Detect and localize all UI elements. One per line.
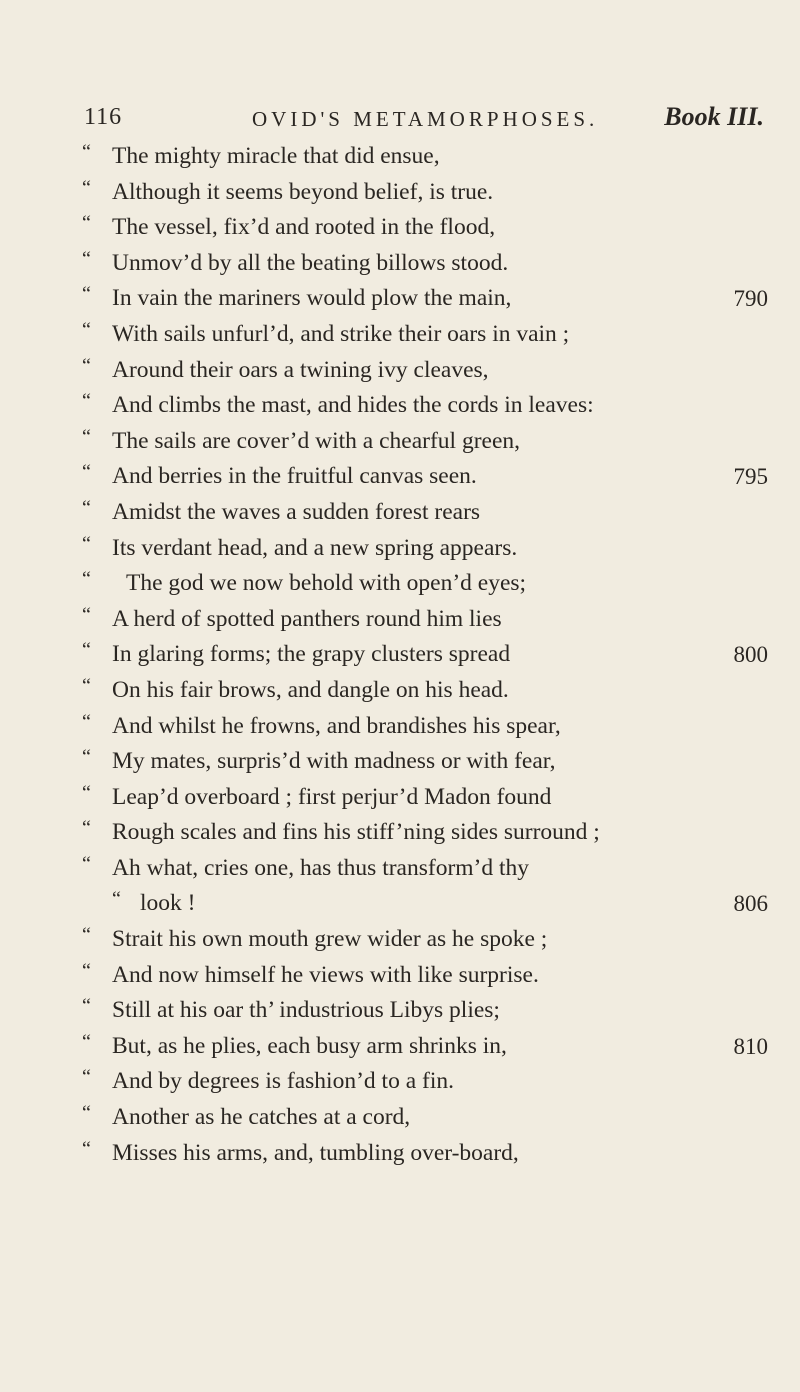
quote-mark: “	[82, 390, 91, 413]
line-number: 800	[733, 642, 768, 668]
running-title: OVID'S METAMORPHOSES.	[252, 107, 599, 131]
verse-line	[82, 851, 772, 887]
verse-text: Another as he catches at a cord,	[112, 1104, 411, 1131]
verse-line	[82, 317, 772, 353]
verse-text: The vessel, fix’d and rooted in the flood,	[112, 214, 496, 241]
verse-text: The god we now behold with open’d eyes;	[126, 570, 527, 597]
verse-text: In glaring forms; the grapy clusters spread	[112, 641, 511, 668]
quote-mark: “	[82, 852, 91, 875]
verse-line	[82, 1064, 772, 1100]
line-number: 806	[733, 891, 768, 917]
verse-line	[82, 424, 772, 460]
quote-mark: “	[82, 1137, 91, 1160]
quote-mark: “	[82, 496, 91, 519]
quote-mark: “	[82, 959, 91, 982]
quote-mark: “	[82, 674, 91, 697]
quote-mark: “	[82, 532, 91, 555]
quote-mark: “	[82, 1102, 91, 1125]
verse-text: Leap’d overboard ; first perjur’d Madon found	[112, 783, 552, 810]
quote-mark: “	[82, 603, 91, 626]
verse-line	[82, 495, 772, 531]
verse-text: Amidst the waves a sudden forest rears	[112, 498, 481, 525]
quote-mark: “	[82, 817, 91, 840]
verse-line	[82, 1136, 772, 1172]
verse-text: And climbs the mast, and hides the cords in leaves:	[112, 392, 594, 419]
verse-text: Although it seems beyond belief, is true.	[112, 178, 494, 205]
verse-line	[82, 1029, 772, 1065]
quote-mark: “	[82, 1066, 91, 1089]
verse-text: But, as he plies, each busy arm shrinks in,	[112, 1032, 507, 1059]
verse-text: Ah what, cries one, has thus transform’d thy	[112, 854, 530, 881]
verse-text: Around their oars a twining ivy cleaves,	[112, 356, 489, 383]
verse-line	[82, 886, 772, 922]
quote-mark: “	[112, 888, 121, 911]
verse-text: Rough scales and fins his stiff’ning sides surround ;	[112, 819, 600, 846]
quote-mark: “	[82, 746, 91, 769]
quote-mark: “	[82, 318, 91, 341]
verse-line	[82, 958, 772, 994]
verse-line	[82, 531, 772, 567]
verse-line	[82, 175, 772, 211]
page-header	[84, 98, 764, 138]
verse-text: Unmov’d by all the beating billows stood.	[112, 249, 509, 276]
verse-text: look !	[140, 890, 196, 917]
quote-mark: “	[82, 639, 91, 662]
quote-mark: “	[82, 212, 91, 235]
verse-line	[82, 246, 772, 282]
quote-mark: “	[82, 1030, 91, 1053]
verse-text: Strait his own mouth grew wider as he spoke ;	[112, 926, 548, 953]
line-number: 795	[733, 464, 768, 490]
verse-text: With sails unfurl’d, and strike their oars in vain ;	[112, 320, 570, 347]
line-number: 790	[733, 286, 768, 312]
quote-mark: “	[82, 461, 91, 484]
verse-line	[82, 922, 772, 958]
verse-line	[82, 388, 772, 424]
page-number: 116	[84, 104, 123, 130]
quote-mark: “	[82, 141, 91, 163]
verse-text: And berries in the fruitful canvas seen.	[112, 463, 477, 490]
quote-mark: “	[82, 354, 91, 377]
verse-line	[82, 815, 772, 851]
quote-mark: “	[82, 781, 91, 804]
verse-text: My mates, surpris’d with madness or with fear,	[112, 748, 556, 775]
verse-text: And now himself he views with like surprise.	[112, 961, 539, 988]
quote-mark: “	[82, 995, 91, 1018]
verse-line	[82, 709, 772, 745]
verse-line	[82, 281, 772, 317]
verse-text: On his fair brows, and dangle on his head.	[112, 676, 509, 703]
verse-text: And by degrees is fashion’d to a fin.	[112, 1068, 454, 1095]
quote-mark: “	[82, 283, 91, 306]
quote-mark: “	[82, 425, 91, 448]
book-label: Book III.	[664, 102, 764, 131]
verse-text: Misses his arms, and, tumbling over-board,	[112, 1139, 519, 1166]
verse-text: In vain the mariners would plow the main,	[112, 285, 512, 312]
verse-text: And whilst he frowns, and brandishes his spear,	[112, 712, 561, 739]
verse-text: The mighty miracle that did ensue,	[112, 143, 440, 169]
verse-text: Its verdant head, and a new spring appears.	[112, 534, 518, 561]
line-number: 810	[733, 1033, 768, 1059]
verse-line	[82, 566, 772, 602]
quote-mark: “	[82, 924, 91, 947]
quote-mark: “	[82, 176, 91, 199]
verse-line	[82, 673, 772, 709]
verse-line	[82, 744, 772, 780]
verse-line	[82, 993, 772, 1029]
poem-text	[82, 139, 772, 1171]
verse-line	[82, 210, 772, 246]
verse-line	[82, 139, 772, 175]
quote-mark: “	[82, 568, 91, 591]
verse-line	[82, 602, 772, 638]
verse-line	[82, 637, 772, 673]
verse-text: The sails are cover’d with a chearful green,	[112, 427, 521, 454]
verse-line	[82, 1100, 772, 1136]
quote-mark: “	[82, 710, 91, 733]
verse-line	[82, 353, 772, 389]
quote-mark: “	[82, 247, 91, 270]
verse-line	[82, 459, 772, 495]
verse-line	[82, 780, 772, 816]
verse-text: A herd of spotted panthers round him lies	[112, 605, 502, 632]
verse-text: Still at his oar th’ industrious Libys plies;	[112, 997, 500, 1024]
